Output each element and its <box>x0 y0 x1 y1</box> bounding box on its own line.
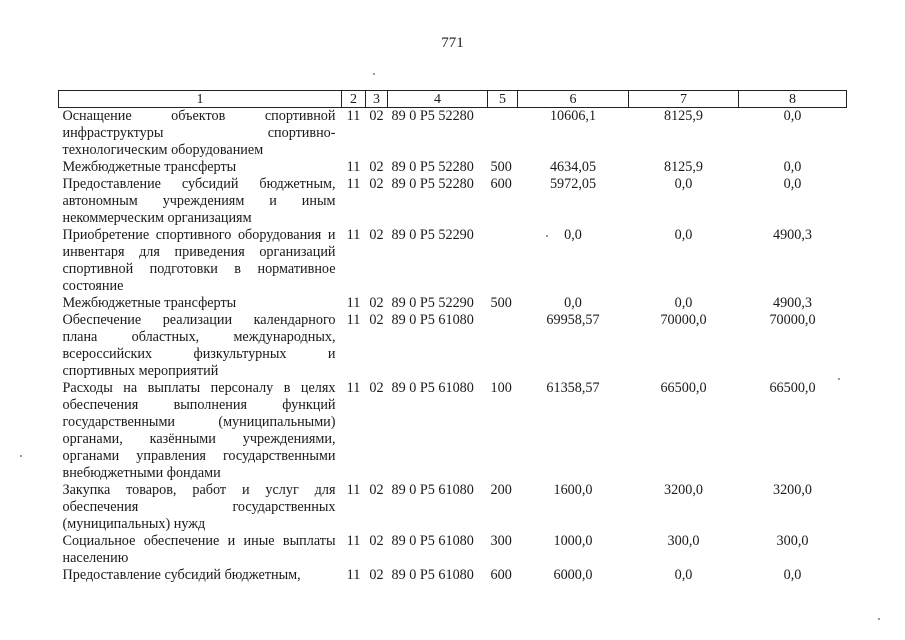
row-value-6: 4634,05 <box>549 159 597 175</box>
column-header-3: 3 <box>366 91 388 108</box>
row-value-7: 70000,0 <box>660 312 707 328</box>
row-value-8: 0,0 <box>783 176 802 192</box>
row-value-8: 0,0 <box>783 567 802 583</box>
row-value-8: 3200,0 <box>772 482 812 498</box>
scan-speck <box>20 455 22 457</box>
table-row <box>59 176 847 227</box>
row-subsection: 02 <box>369 295 384 311</box>
row-value-7: 0,0 <box>674 567 693 583</box>
row-target-article: 89 0 P5 61080 <box>391 533 474 549</box>
row-subsection: 02 <box>369 567 384 583</box>
row-name: Закупка товаров, работ и услуг для обеспечения государственных (муниципальных) нужд <box>62 482 336 532</box>
row-name: Межбюджетные трансферты <box>62 159 237 175</box>
scan-speck <box>838 378 840 380</box>
row-value-6: 1600,0 <box>553 482 593 498</box>
row-name: Межбюджетные трансферты <box>62 295 237 311</box>
row-subsection: 02 <box>369 227 384 243</box>
table-row <box>59 482 847 533</box>
row-value-8: 0,0 <box>783 108 802 124</box>
row-value-8: 4900,3 <box>772 295 812 311</box>
table-row <box>59 312 847 380</box>
row-subsection: 02 <box>369 380 384 396</box>
row-value-7: 0,0 <box>674 227 693 243</box>
row-target-article: 89 0 P5 52290 <box>391 227 474 243</box>
row-value-7: 0,0 <box>674 176 693 192</box>
row-target-article: 89 0 P5 52290 <box>391 295 474 311</box>
row-section: 11 <box>346 533 361 549</box>
row-subsection: 02 <box>369 533 384 549</box>
column-header-6: 6 <box>518 91 629 108</box>
row-section: 11 <box>346 227 361 243</box>
column-header-1: 1 <box>59 91 342 108</box>
row-value-8: 0,0 <box>783 159 802 175</box>
row-name: Предоставление субсидий бюджетным, <box>62 567 301 583</box>
scan-speck <box>878 618 880 620</box>
row-value-7: 300,0 <box>667 533 700 549</box>
row-value-6: 6000,0 <box>553 567 593 583</box>
row-value-6: 5972,05 <box>549 176 597 192</box>
row-expense-type: 100 <box>490 380 512 396</box>
table-header-row <box>59 91 847 108</box>
row-name: Обеспечение реализации календарного плана областных, международных, всероссийских физкультурных и спортивных мероприятий <box>62 312 336 379</box>
table-row <box>59 295 847 312</box>
column-header-8: 8 <box>739 91 847 108</box>
row-section: 11 <box>346 176 361 192</box>
row-target-article: 89 0 P5 61080 <box>391 567 474 583</box>
row-target-article: 89 0 P5 61080 <box>391 312 474 328</box>
table-row <box>59 533 847 567</box>
column-header-2: 2 <box>342 91 366 108</box>
row-expense-type: 600 <box>490 567 512 583</box>
scan-speck <box>373 73 375 75</box>
row-expense-type <box>488 312 518 380</box>
row-value-8: 300,0 <box>776 533 809 549</box>
row-section: 11 <box>346 159 361 175</box>
row-value-6: 0,0 <box>564 295 582 311</box>
row-expense-type: 500 <box>490 295 512 311</box>
row-value-6: 61358,57 <box>546 380 600 396</box>
row-expense-type: 500 <box>490 159 512 175</box>
row-section: 11 <box>346 567 361 583</box>
row-target-article: 89 0 P5 52280 <box>391 159 474 175</box>
column-header-5: 5 <box>488 91 518 108</box>
row-value-6: 10606,1 <box>549 108 597 124</box>
row-name: Социальное обеспечение и иные выплаты населению <box>62 533 336 566</box>
row-target-article: 89 0 P5 61080 <box>391 482 474 498</box>
table-row <box>59 108 847 160</box>
row-value-6: 1000,0 <box>553 533 593 549</box>
row-value-8: 70000,0 <box>769 312 816 328</box>
row-target-article: 89 0 P5 52280 <box>391 108 474 124</box>
table-row <box>59 159 847 176</box>
row-value-7: 8125,9 <box>663 159 703 175</box>
row-expense-type: 600 <box>490 176 512 192</box>
row-section: 11 <box>346 108 361 124</box>
row-value-8: 4900,3 <box>772 227 812 243</box>
table-row <box>59 380 847 482</box>
row-name: Оснащение объектов спортивной инфраструктуры спортивно-технологическим оборудованием <box>62 108 336 158</box>
row-expense-type: 200 <box>490 482 512 498</box>
row-value-7: 0,0 <box>674 295 693 311</box>
row-target-article: 89 0 P5 52280 <box>391 176 474 192</box>
row-section: 11 <box>346 312 361 328</box>
row-value-7: 66500,0 <box>660 380 707 396</box>
row-value-7: 3200,0 <box>663 482 703 498</box>
column-header-7: 7 <box>629 91 739 108</box>
budget-table <box>58 90 847 584</box>
row-value-6: 0,0 <box>564 227 582 243</box>
row-subsection: 02 <box>369 159 384 175</box>
table-row <box>59 567 847 584</box>
row-name: Приобретение спортивного оборудования и инвентаря для приведения организаций спортивной подготовки в нормативное состояние <box>62 227 336 294</box>
row-target-article: 89 0 P5 61080 <box>391 380 474 396</box>
row-expense-type: 300 <box>490 533 512 549</box>
table-row <box>59 227 847 295</box>
scan-speck <box>546 235 548 237</box>
column-header-4: 4 <box>388 91 488 108</box>
row-section: 11 <box>346 295 361 311</box>
row-subsection: 02 <box>369 482 384 498</box>
row-value-7: 8125,9 <box>663 108 703 124</box>
row-value-6: 69958,57 <box>546 312 600 328</box>
row-section: 11 <box>346 482 361 498</box>
row-expense-type <box>488 108 518 160</box>
row-name: Предоставление субсидий бюджетным, автономным учреждениям и иным некоммерческим организациям <box>62 176 336 226</box>
row-subsection: 02 <box>369 312 384 328</box>
page-number: 771 <box>441 35 464 51</box>
row-expense-type <box>488 227 518 295</box>
row-section: 11 <box>346 380 361 396</box>
row-name: Расходы на выплаты персоналу в целях обеспечения выполнения функций государственными (муниципальными) органами, казёнными учреждениями, органами управления государственными внебюджетными фондами <box>62 380 336 481</box>
row-subsection: 02 <box>369 108 384 124</box>
row-subsection: 02 <box>369 176 384 192</box>
row-value-8: 66500,0 <box>769 380 816 396</box>
